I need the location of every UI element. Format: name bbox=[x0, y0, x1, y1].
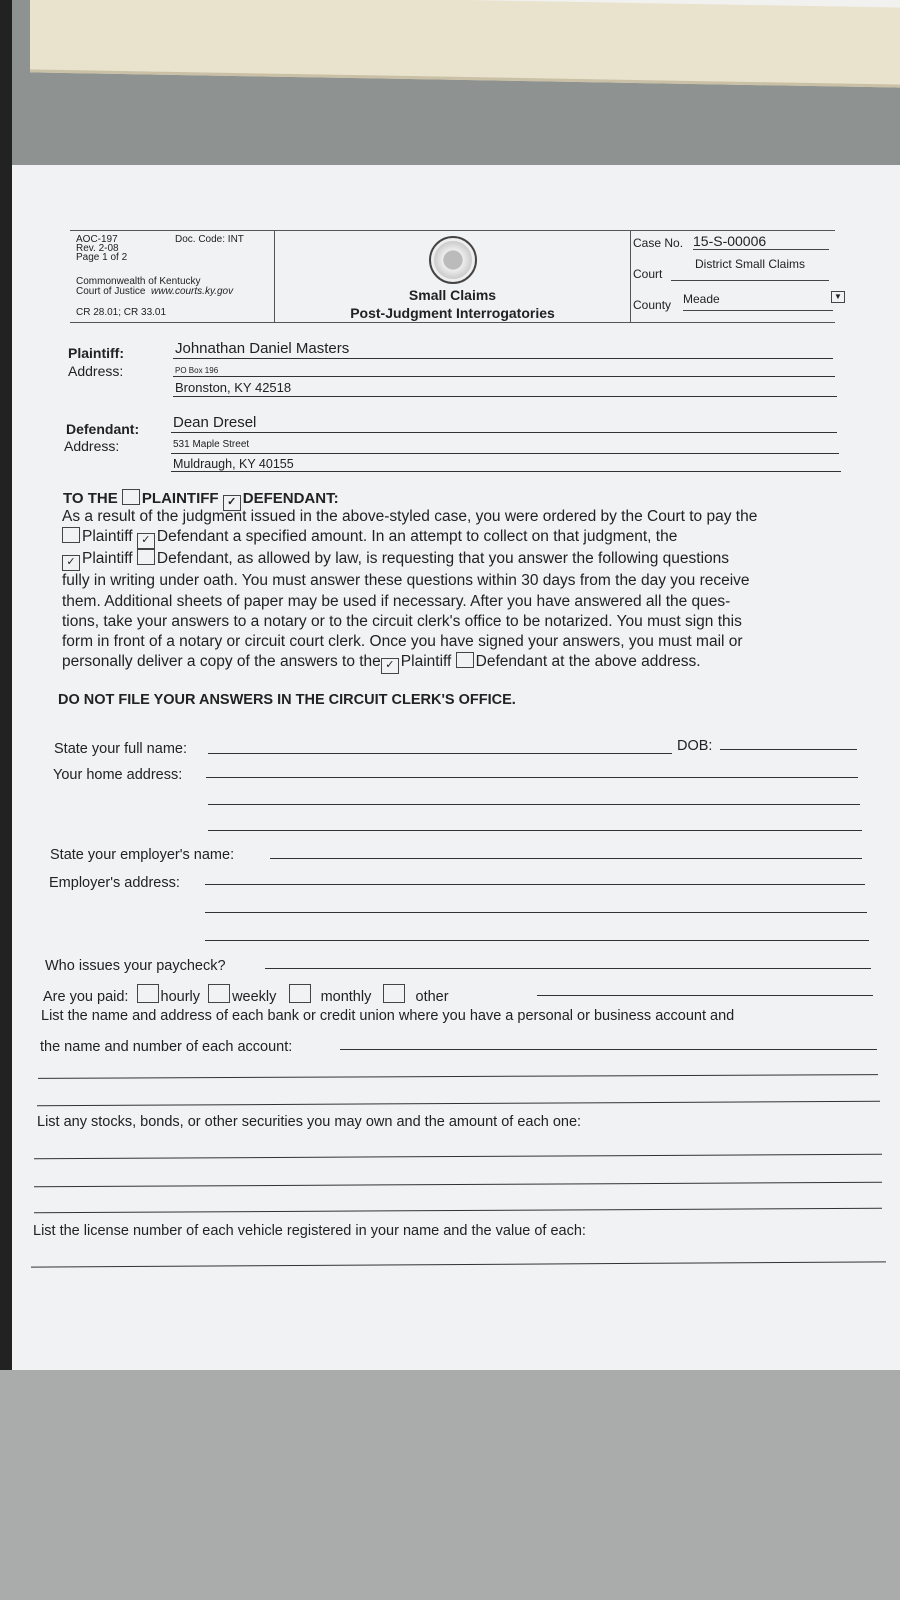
commonwealth: Commonwealth of Kentucky bbox=[76, 276, 201, 287]
title-small-claims: Small Claims bbox=[408, 287, 497, 303]
instr-text: Defendant, as allowed by law, is requesting that you answer the following questions bbox=[156, 550, 729, 568]
dob-label: DOB: bbox=[677, 738, 713, 754]
defendant-address-label: Address: bbox=[64, 438, 120, 454]
vehicles-label: List the license number of each vehicle registered in your name and the value of each: bbox=[33, 1223, 586, 1239]
doc-code: Doc. Code: INT bbox=[175, 234, 244, 245]
paid-label: Are you paid: bbox=[43, 989, 129, 1005]
monthly-checkbox[interactable] bbox=[289, 984, 311, 1003]
home-address-field-2[interactable] bbox=[208, 804, 860, 805]
paycheck-field[interactable] bbox=[265, 968, 871, 969]
requester-plaintiff-checkbox[interactable]: ✓ bbox=[62, 555, 80, 571]
defendant-address1-field[interactable]: 531 Maple Street bbox=[173, 439, 250, 450]
plaintiff-checkbox[interactable] bbox=[122, 489, 140, 505]
instr-line: them. Additional sheets of paper may be used if necessary. After you have answered all the ques- bbox=[62, 592, 731, 610]
full-name-field[interactable] bbox=[208, 753, 672, 754]
home-address-field[interactable] bbox=[206, 777, 858, 778]
case-info bbox=[631, 231, 842, 322]
employer-address-field-3[interactable] bbox=[205, 940, 869, 941]
instr-text: Defendant at the above address. bbox=[475, 653, 701, 671]
defendant-label: Defendant: bbox=[66, 421, 140, 437]
instr-line: fully in writing under oath. You must answer these questions within 30 days from the day you receive bbox=[62, 572, 750, 590]
employer-field[interactable] bbox=[270, 858, 862, 859]
form-title-block bbox=[275, 231, 631, 322]
hourly-label: hourly bbox=[160, 989, 201, 1005]
form-header bbox=[70, 230, 842, 323]
home-address-label: Your home address: bbox=[53, 767, 183, 783]
defendant-option: DEFENDANT: bbox=[242, 490, 339, 507]
bank-field[interactable] bbox=[340, 1049, 877, 1050]
stocks-label: List any stocks, bonds, or other securities you may own and the amount of each one: bbox=[37, 1114, 582, 1130]
form-number: AOC-197 bbox=[76, 234, 118, 245]
page-number: Page 1 of 2 bbox=[76, 252, 128, 263]
instr-line: tions, take your answers to a notary or to the circuit clerk's office to be notarized. You must sign this bbox=[62, 612, 742, 630]
desk-surface bbox=[0, 1370, 900, 1600]
background-edge bbox=[0, 0, 12, 1600]
full-name-label: State your full name: bbox=[54, 741, 187, 757]
court-label: Court bbox=[633, 267, 663, 281]
other-label: other bbox=[415, 989, 449, 1005]
pay-plaintiff-checkbox[interactable] bbox=[62, 527, 80, 543]
plaintiff-address-label: Address: bbox=[68, 363, 124, 379]
instr-text: Plaintiff bbox=[82, 528, 133, 546]
instr-text: personally deliver a copy of the answers to the bbox=[62, 653, 381, 671]
instr-text: Defendant a specified amount. In an attempt to collect on that judgment, the bbox=[156, 528, 678, 546]
county-select[interactable]: Meade bbox=[683, 292, 833, 311]
rules: CR 28.01; CR 33.01 bbox=[76, 307, 167, 318]
pay-frequency-row bbox=[43, 984, 449, 1005]
defendant-name-field[interactable]: Dean Dresel bbox=[173, 414, 257, 431]
requester-defendant-checkbox[interactable] bbox=[137, 549, 155, 565]
instructions-paragraph bbox=[62, 507, 852, 674]
court-of-justice: Court of Justice bbox=[76, 286, 146, 297]
hourly-checkbox[interactable] bbox=[137, 984, 159, 1003]
weekly-checkbox[interactable] bbox=[208, 984, 230, 1003]
dob-field[interactable] bbox=[720, 749, 857, 750]
plaintiff-name-field[interactable]: Johnathan Daniel Masters bbox=[175, 340, 350, 357]
deliver-plaintiff-checkbox[interactable]: ✓ bbox=[381, 658, 399, 674]
paycheck-label: Who issues your paycheck? bbox=[45, 958, 226, 974]
dropdown-arrow-icon[interactable]: ▼ bbox=[831, 291, 845, 303]
employer-label: State your employer's name: bbox=[50, 847, 235, 863]
form-info bbox=[70, 231, 275, 322]
case-no-label: Case No. bbox=[633, 236, 684, 250]
plaintiff-label: Plaintiff: bbox=[68, 345, 124, 361]
plaintiff-address1-field[interactable]: PO Box 196 bbox=[175, 366, 219, 375]
court-field[interactable]: District Small Claims bbox=[671, 257, 829, 281]
home-address-field-3[interactable] bbox=[208, 830, 862, 831]
instr-line: form in front of a notary or circuit court clerk. Once you have signed your answers, you must mail or bbox=[62, 633, 743, 651]
employer-address-label: Employer's address: bbox=[49, 875, 180, 891]
case-no-field[interactable]: 15-S-00006 bbox=[693, 233, 829, 250]
plaintiff-option: PLAINTIFF bbox=[141, 490, 219, 507]
warning-text: DO NOT FILE YOUR ANSWERS IN THE CIRCUIT CLERK'S OFFICE. bbox=[58, 692, 516, 708]
employer-address-field[interactable] bbox=[205, 884, 865, 885]
bank-label-1: List the name and address of each bank or credit union where you have a personal or business account and bbox=[41, 1008, 735, 1024]
deliver-defendant-checkbox[interactable] bbox=[456, 652, 474, 668]
defendant-address2-field[interactable]: Muldraugh, KY 40155 bbox=[173, 457, 294, 471]
pay-defendant-checkbox[interactable]: ✓ bbox=[137, 533, 155, 549]
to-the-label: TO THE bbox=[63, 490, 118, 507]
bank-label-2: the name and number of each account: bbox=[40, 1039, 293, 1055]
court-seal-icon bbox=[429, 236, 477, 284]
revision: Rev. 2-08 bbox=[76, 243, 119, 254]
defendant-checkbox[interactable]: ✓ bbox=[223, 495, 241, 511]
title-interrogatories: Post-Judgment Interrogatories bbox=[350, 305, 555, 321]
instr-text: Plaintiff bbox=[400, 653, 452, 671]
instr-line: As a result of the judgment issued in the above-styled case, you were ordered by the Court to pay the bbox=[62, 508, 758, 525]
monthly-label: monthly bbox=[320, 989, 372, 1005]
employer-address-field-2[interactable] bbox=[205, 912, 867, 913]
other-checkbox[interactable] bbox=[383, 984, 405, 1003]
folder bbox=[30, 0, 900, 88]
other-field[interactable] bbox=[537, 995, 873, 996]
instr-text: Plaintiff bbox=[82, 550, 133, 568]
plaintiff-address2-field[interactable]: Bronston, KY 42518 bbox=[175, 380, 292, 395]
county-label: County bbox=[633, 298, 672, 312]
website: www.courts.ky.gov bbox=[151, 286, 234, 297]
weekly-label: weekly bbox=[232, 989, 277, 1005]
